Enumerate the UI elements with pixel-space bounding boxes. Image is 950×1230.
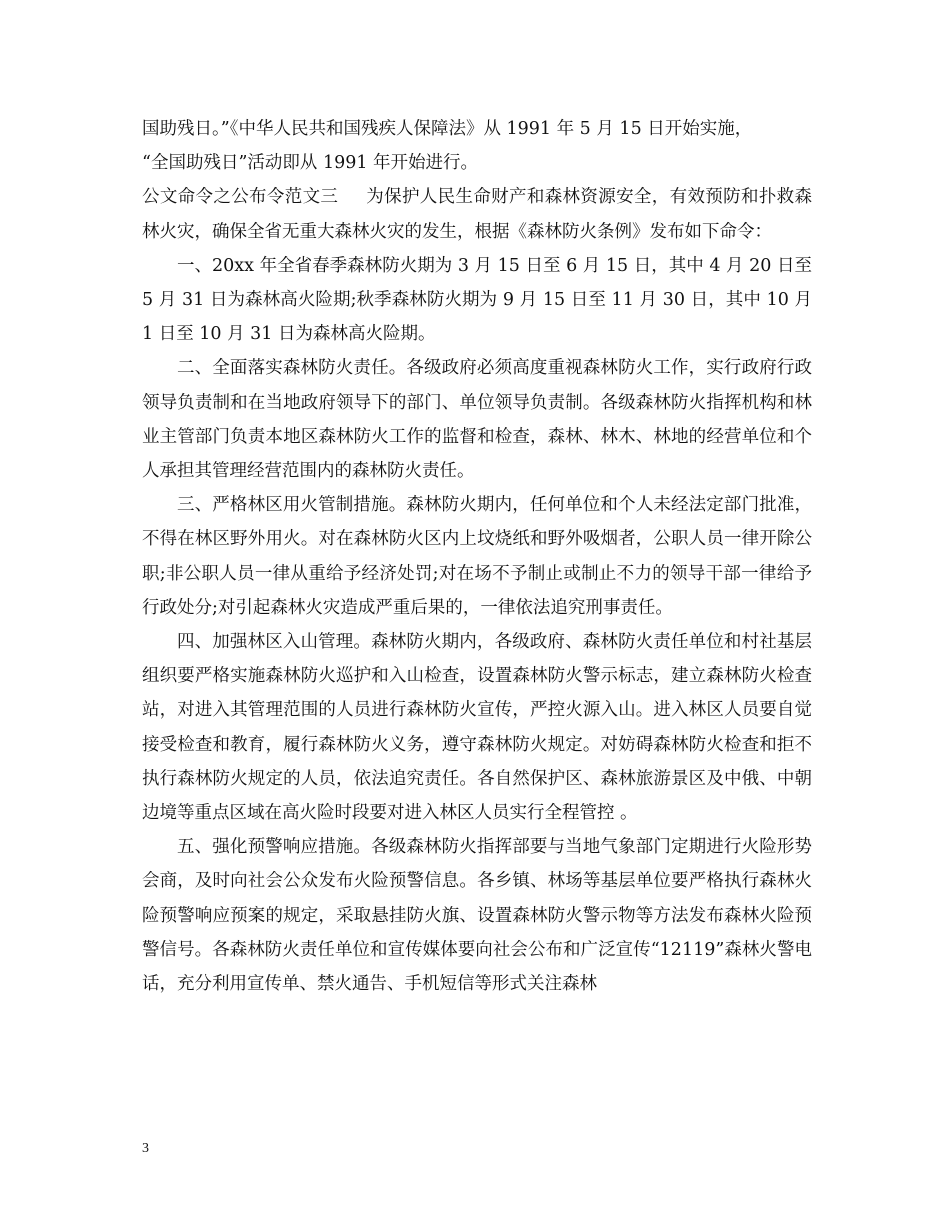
paragraph-4: 四、加强林区入山管理。森林防火期内，各级政府、森林防火责任单位和村社基层组织要严格实施森林防火巡护和入山检查，设置森林防火警示标志，建立森林防火检查站，对进入其管理范围的人员进行森林防火宣传，严控火源入山。进入林区人员要自觉接受检查和教育，履行森林防火义务，遵守森林防火规定。对妨碍森林防火检查和拒不执行森林防火规定的人员，依法追究责任。各自然保护区、森林旅游景区及中俄、中朝边境等重点区域在高火险时段要对进入林区人员实行全程管控 。: [142, 632, 812, 824]
paragraph-1: 一、20xx 年全省春季森林防火期为 3 月 15 日至 6 月 15 日，其中 4 月 20 日至 5 月 31 日为森林高火险期;秋季森林防火期为 9 月 15 日至 11 月 30 日，其中 10 月 1 日至 10 月 31 日为森林高火险期。: [142, 255, 812, 345]
paragraph-2: 二、全面落实森林防火责任。各级政府必须高度重视森林防火工作，实行政府行政领导负责制和在当地政府领导下的部门、单位领导负责制。各级森林防火指挥机构和林业主管部门负责本地区森林防火工作的监督和检查，森林、林木、林地的经营单位和个人承担其管理经营范围内的森林防火责任。: [142, 358, 812, 482]
section-title: 公文命令之公布令范文三: [142, 187, 339, 208]
intro-paragraph: [142, 180, 812, 248]
continued-line-1: 国助残日。”《中华人民共和国残疾人保障法》从 1991 年 5 月 15 日开始实施，: [142, 119, 753, 139]
paragraph-5: 五、强化预警响应措施。各级森林防火指挥部要与当地气象部门定期进行火险形势会商，及时向社会公众发布火险预警信息。各乡镇、林场等基层单位要严格执行森林火险预警响应预案的规定，采取悬挂防火旗、设置森林防火警示物等方法发布森林火险预警信号。各森林防火责任单位和宣传媒体要向社会公布和广泛宣传“12119”森林火警电话，充分利用宣传单、禁火通告、手机短信等形式关注森林: [142, 837, 812, 995]
intro-text: 为保护人民生命财产和森林资源安全，有效预防和扑救森林火灾，确保全省无重大森林火灾的发生，根据《森林防火条例》发布如下命令：: [142, 187, 813, 242]
continued-line-2: “全国助残日”活动即从 1991 年开始进行。: [142, 153, 479, 174]
paragraph-3: 三、严格林区用火管制措施。森林防火期内，任何单位和个人未经法定部门批准，不得在林区野外用火。对在森林防火区内上坟烧纸和野外吸烟者，公职人员一律开除公职;非公职人员一律从重给予经济处罚;对在场不予制止或制止不力的领导干部一律给予行政处分;对引起森林火灾造成严重后果的，一律依法追究刑事责任。: [142, 495, 812, 618]
document-body: [142, 112, 812, 1001]
page-number: 3: [142, 1141, 149, 1156]
